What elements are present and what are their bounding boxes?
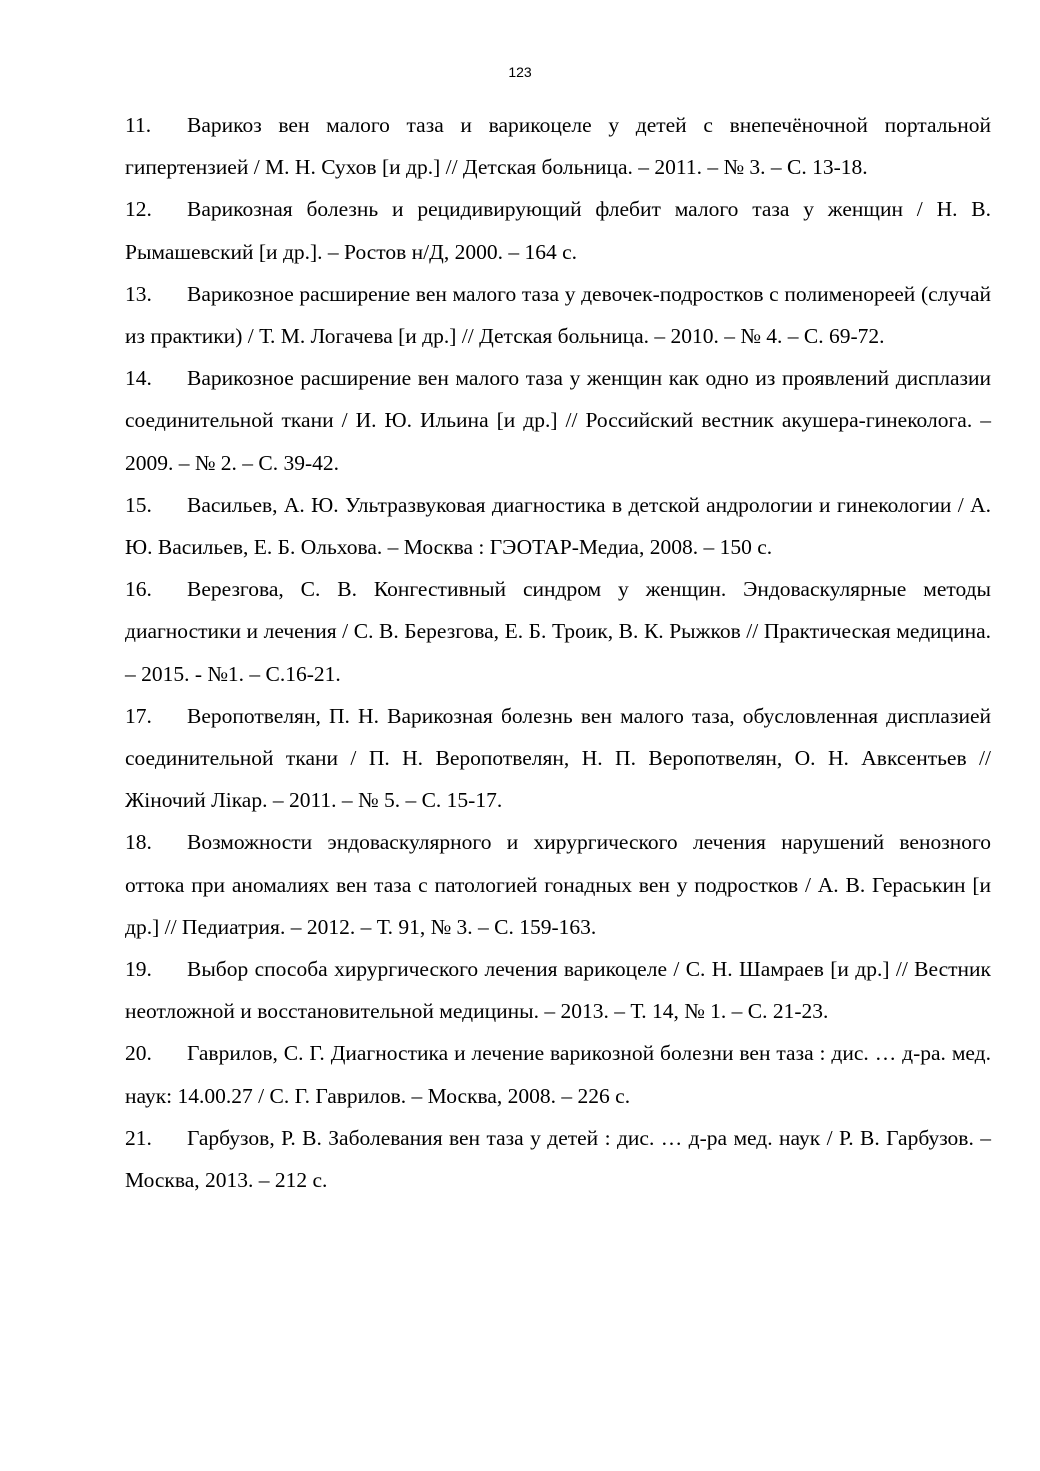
reference-text: Верезгова, С. В. Конгестивный синдром у женщин. Эндоваскулярные методы диагностики и лечения / С. В. Березгова, Е. Б. Троик, В. К. Рыжков // Практическая медицина. – 2015. - №1. – С.16-21.	[125, 577, 991, 686]
reference-number: 20.	[125, 1041, 152, 1066]
reference-item	[125, 695, 991, 822]
reference-item	[125, 1032, 991, 1116]
reference-number: 16.	[125, 577, 152, 602]
reference-number: 12.	[125, 197, 152, 222]
page-number: 123	[508, 64, 532, 80]
reference-item	[125, 821, 991, 948]
reference-item	[125, 484, 991, 568]
reference-number: 14.	[125, 366, 152, 391]
reference-text: Варикозная болезнь и рецидивирующий флебит малого таза у женщин / Н. В. Рымашевский [и др.]. – Ростов н/Д, 2000. – 164 с.	[125, 197, 991, 264]
reference-item	[125, 568, 991, 695]
reference-number: 13.	[125, 281, 152, 306]
reference-item	[125, 948, 991, 1032]
reference-text: Выбор способа хирургического лечения варикоцеле / С. Н. Шамраев [и др.] // Вестник неотложной и восстановительной медицины. – 2013. – Т. 14, № 1. – С. 21-23.	[125, 957, 991, 1024]
reference-number: 11.	[125, 113, 152, 137]
reference-number: 18.	[125, 830, 152, 855]
reference-text: Веропотвелян, П. Н. Варикозная болезнь вен малого таза, обусловленная дисплазией соединительной ткани / П. Н. Веропотвелян, Н. П. Веропотвелян, О. Н. Авксентьев // Жіночий Лікар. – 2011. – № 5. – С. 15-17.	[125, 703, 991, 813]
reference-number: 17.	[125, 703, 152, 728]
reference-text: Варикозное расширение вен малого таза у женщин как одно из проявлений дисплазии соединительной ткани / И. Ю. Ильина [и др.] // Российский вестник акушера-гинеколога. – 2009. – № 2. – С. 39-42.	[125, 366, 991, 475]
reference-text: Гаврилов, С. Г. Диагностика и лечение варикозной болезни вен таза : дис. … д-ра. мед. наук: 14.00.27 / С. Г. Гаврилов. – Москва, 2008. – 226 с.	[125, 1041, 991, 1108]
reference-list	[125, 104, 991, 1201]
reference-number: 15.	[125, 492, 152, 517]
reference-item	[125, 273, 991, 357]
reference-item	[125, 188, 991, 272]
reference-item	[125, 1117, 991, 1201]
reference-number: 21.	[125, 1125, 152, 1150]
reference-text: Варикоз вен малого таза и варикоцеле у детей с внепечёночной портальной гипертензией / М. Н. Сухов [и др.] // Детская больница. – 2011. – № 3. – С. 13-18.	[125, 113, 991, 180]
reference-number: 19.	[125, 957, 152, 982]
reference-text: Васильев, А. Ю. Ультразвуковая диагностика в детской андрологии и гинекологии / А. Ю. Васильев, Е. Б. Ольхова. – Москва : ГЭОТАР-Медиа, 2008. – 150 с.	[125, 492, 991, 560]
reference-text: Варикозное расширение вен малого таза у девочек-подростков с полименореей (случай из практики) / Т. М. Логачева [и др.] // Детская больница. – 2010. – № 4. – С. 69-72.	[125, 281, 991, 349]
reference-text: Возможности эндоваскулярного и хирургического лечения нарушений венозного оттока при аномалиях вен таза с патологией гонадных вен у подростков / А. В. Гераськин [и др.] // Педиатрия. – 2012. – Т. 91, № 3. – С. 159-163.	[125, 830, 991, 939]
reference-item	[125, 104, 991, 188]
reference-text: Гарбузов, Р. В. Заболевания вен таза у детей : дис. … д-ра мед. наук / Р. В. Гарбузов. – Москва, 2013. – 212 с.	[125, 1125, 991, 1193]
reference-item	[125, 357, 991, 484]
